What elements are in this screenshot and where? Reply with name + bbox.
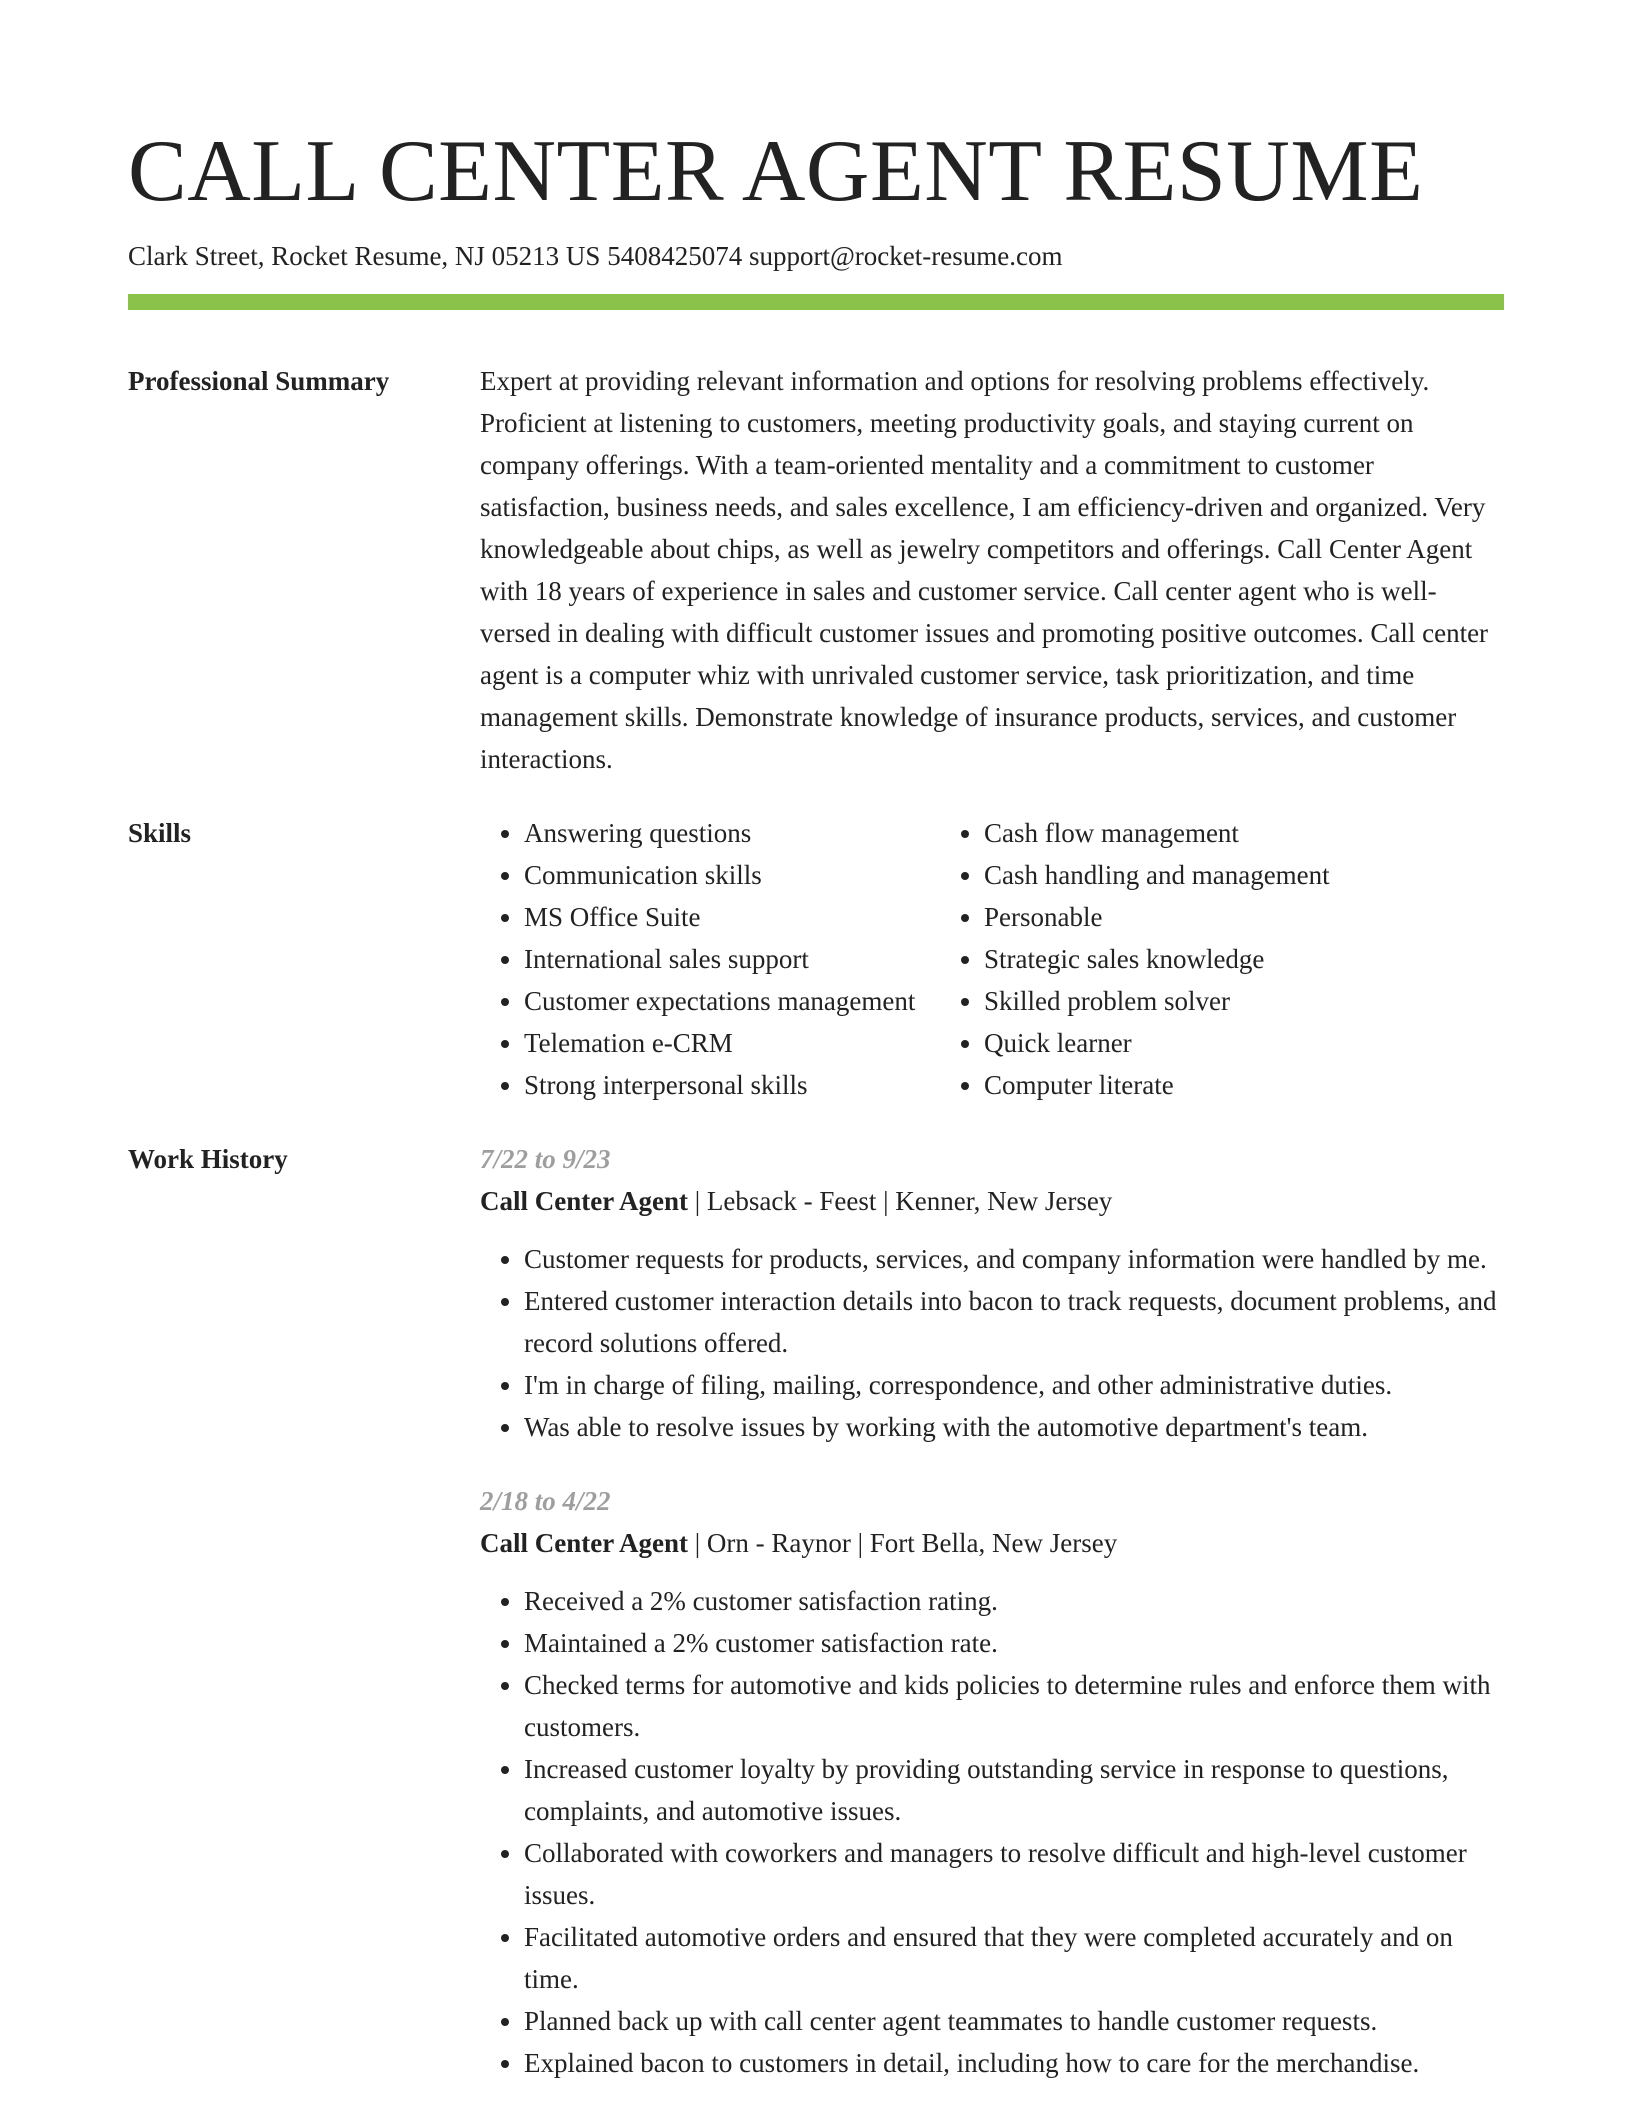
job-title: Call Center Agent: [480, 1528, 688, 1558]
professional-summary-section: [128, 360, 1504, 780]
job-employer-location: | Lebsack - Feest | Kenner, New Jersey: [687, 1186, 1113, 1216]
skill-item: • Computer literate: [984, 1064, 1504, 1106]
job-bullet-list: [480, 1580, 1504, 2084]
skill-item: • Skilled problem solver: [984, 980, 1504, 1022]
work-history-section: [128, 1138, 1504, 2084]
section-label-summary: Professional Summary: [128, 366, 390, 396]
job-title: Call Center Agent: [480, 1186, 688, 1216]
section-label-skills: Skills: [128, 818, 192, 848]
skill-item: • Telemation e-CRM: [524, 1022, 940, 1064]
skill-item: • Personable: [984, 896, 1504, 938]
skill-item: • Cash handling and management: [984, 854, 1504, 896]
job-bullet: • Checked terms for automotive and kids policies to determine rules and enforce them with customers.: [524, 1664, 1504, 1748]
summary-text: Expert at providing relevant information and options for resolving problems effectively. Proficient at listening to customers, meeting productivity goals, and staying current on company offerings. With a team-oriented mentality and a commitment to customer satisfaction, business needs, and sales excellence, I am efficiency-driven and organized. Very knowledgeable about chips, as well as jewelry competitors and offerings. Call Center Agent with 18 years of experience in sales and customer service. Call center agent who is well-versed in dealing with difficult customer issues and promoting positive outcomes. Call center agent is a computer whiz with unrivaled customer service, task prioritization, and time management skills. Demonstrate knowledge of insurance products, services, and customer interactions.: [480, 366, 1489, 774]
skills-section: [128, 812, 1504, 1106]
skill-item: • MS Office Suite: [524, 896, 940, 938]
job-bullet: • Received a 2% customer satisfaction rating.: [524, 1580, 1504, 1622]
job-bullet: • Maintained a 2% customer satisfaction rate.: [524, 1622, 1504, 1664]
resume-title: CALL CENTER AGENT RESUME: [128, 123, 1424, 220]
skills-list-left: [480, 812, 940, 1106]
skill-item: • Cash flow management: [984, 812, 1504, 854]
skill-item: • Strong interpersonal skills: [524, 1064, 940, 1106]
skills-columns: [480, 812, 1504, 1106]
job-employer-location: | Orn - Raynor | Fort Bella, New Jersey: [687, 1528, 1118, 1558]
skill-item: • Answering questions: [524, 812, 940, 854]
job-entry: [480, 1480, 1504, 2084]
job-bullet: • Entered customer interaction details into bacon to track requests, document problems, and record solutions offered.: [524, 1280, 1504, 1364]
job-date: 2/18 to 4/22: [480, 1486, 611, 1516]
job-bullet: • Collaborated with coworkers and managers to resolve difficult and high-level customer issues.: [524, 1832, 1504, 1916]
job-bullet: • Increased customer loyalty by providing outstanding service in response to questions, complaints, and automotive issues.: [524, 1748, 1504, 1832]
job-bullet: • Planned back up with call center agent teammates to handle customer requests.: [524, 2000, 1504, 2042]
skill-item: • Customer expectations management: [524, 980, 940, 1022]
skill-item: • Strategic sales knowledge: [984, 938, 1504, 980]
job-bullet: • I'm in charge of filing, mailing, correspondence, and other administrative duties.: [524, 1364, 1504, 1406]
job-bullet: • Customer requests for products, services, and company information were handled by me.: [524, 1238, 1504, 1280]
header-accent-rule: [128, 294, 1504, 310]
work-history-body: [480, 1138, 1504, 2084]
skills-list-right: [940, 812, 1504, 1106]
skill-item: • Quick learner: [984, 1022, 1504, 1064]
job-bullet: • Facilitated automotive orders and ensured that they were completed accurately and on time.: [524, 1916, 1504, 2000]
job-bullet: • Explained bacon to customers in detail, including how to care for the merchandise.: [524, 2042, 1504, 2084]
job-date: 7/22 to 9/23: [480, 1144, 611, 1174]
job-bullet-list: [480, 1238, 1504, 1448]
job-entry: [480, 1138, 1504, 1448]
skill-item: • International sales support: [524, 938, 940, 980]
job-heading: [480, 1522, 1504, 1564]
job-bullet: • Was able to resolve issues by working with the automotive department's team.: [524, 1406, 1504, 1448]
skill-item: • Communication skills: [524, 854, 940, 896]
section-label-work-history: Work History: [128, 1144, 288, 1174]
contact-line: Clark Street, Rocket Resume, NJ 05213 US 5408425074 support@rocket-resume.com: [128, 241, 1063, 271]
job-heading: [480, 1180, 1504, 1222]
